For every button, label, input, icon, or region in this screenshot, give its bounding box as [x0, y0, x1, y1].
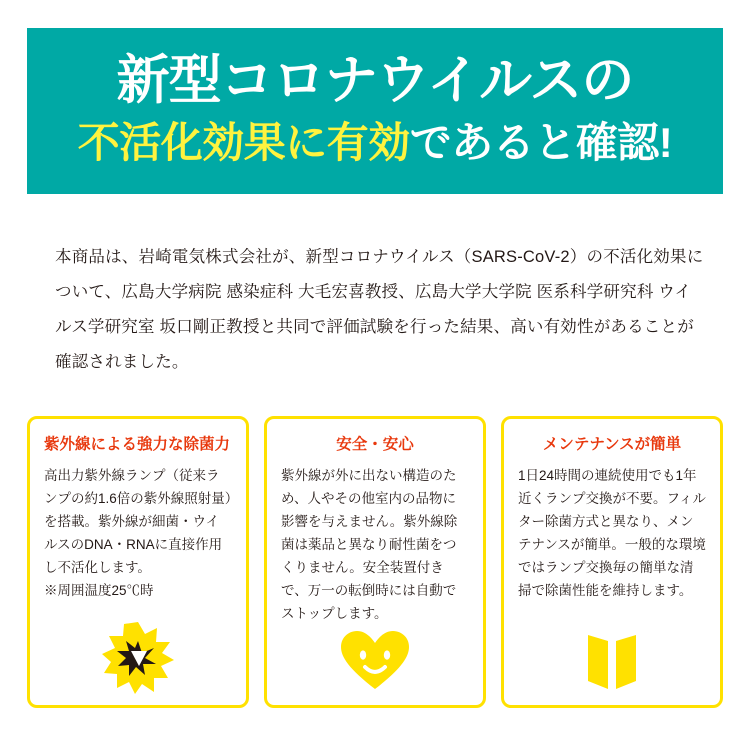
smiling-heart-icon — [339, 629, 411, 691]
feature-card-body: 高出力紫外線ランプ（従来ランプの約1.6倍の紫外線照射量）を搭載。紫外線が細菌・ウイルスのDNA・RNAに直接作用し不活化します。 — [44, 468, 232, 575]
banner-headline-highlight: 不活化効果に有効 — [77, 119, 410, 166]
feature-cards — [27, 416, 723, 708]
feature-card-title: メンテナンスが簡単 — [542, 436, 682, 453]
feature-card-icon-area — [504, 617, 720, 697]
feature-card-uv — [27, 416, 249, 708]
banner-headline-line2 — [27, 118, 723, 168]
banner-headline-tail: であると確認! — [409, 119, 673, 166]
banner-headline-line1: 新型コロナウイルスの — [116, 51, 634, 110]
feature-card-safety — [264, 416, 486, 708]
open-book-icon — [584, 631, 640, 693]
feature-card-icon-area — [267, 617, 483, 697]
feature-card-note: ※周囲温度25℃時 — [44, 583, 154, 598]
uv-burst-icon — [101, 621, 175, 695]
intro-paragraph: 本商品は、岩崎電気株式会社が、新型コロナウイルス（SARS-CoV-2）の不活化効果について、広島大学病院 感染症科 大毛宏喜教授、広島大学大学院 医系科学研究科 ウイルス学研究室 坂口剛正教授と共同で評価試験を行った結果、高い有効性があることが確認されました。 — [55, 248, 704, 371]
feature-card-maintenance — [501, 416, 723, 708]
header-banner — [27, 28, 723, 194]
feature-card-title: 安全・安心 — [336, 436, 414, 453]
feature-card-title: 紫外線による強力な除菌力 — [44, 436, 231, 453]
feature-card-body: 1日24時間の連続使用でも1年近くランプ交換が不要。フィルター除菌方式と異なり、メンテナンスが簡単。一般的な環境ではランプ交換毎の簡単な清掃で除菌性能を維持します。 — [518, 468, 706, 598]
feature-card-icon-area — [30, 617, 246, 697]
feature-card-body: 紫外線が外に出ない構造のため、人やその他室内の品物に影響を与えません。紫外線除菌は薬品と異なり耐性菌をつくりません。安全装置付きで、万一の転倒時には自動でストップします。 — [281, 468, 458, 621]
